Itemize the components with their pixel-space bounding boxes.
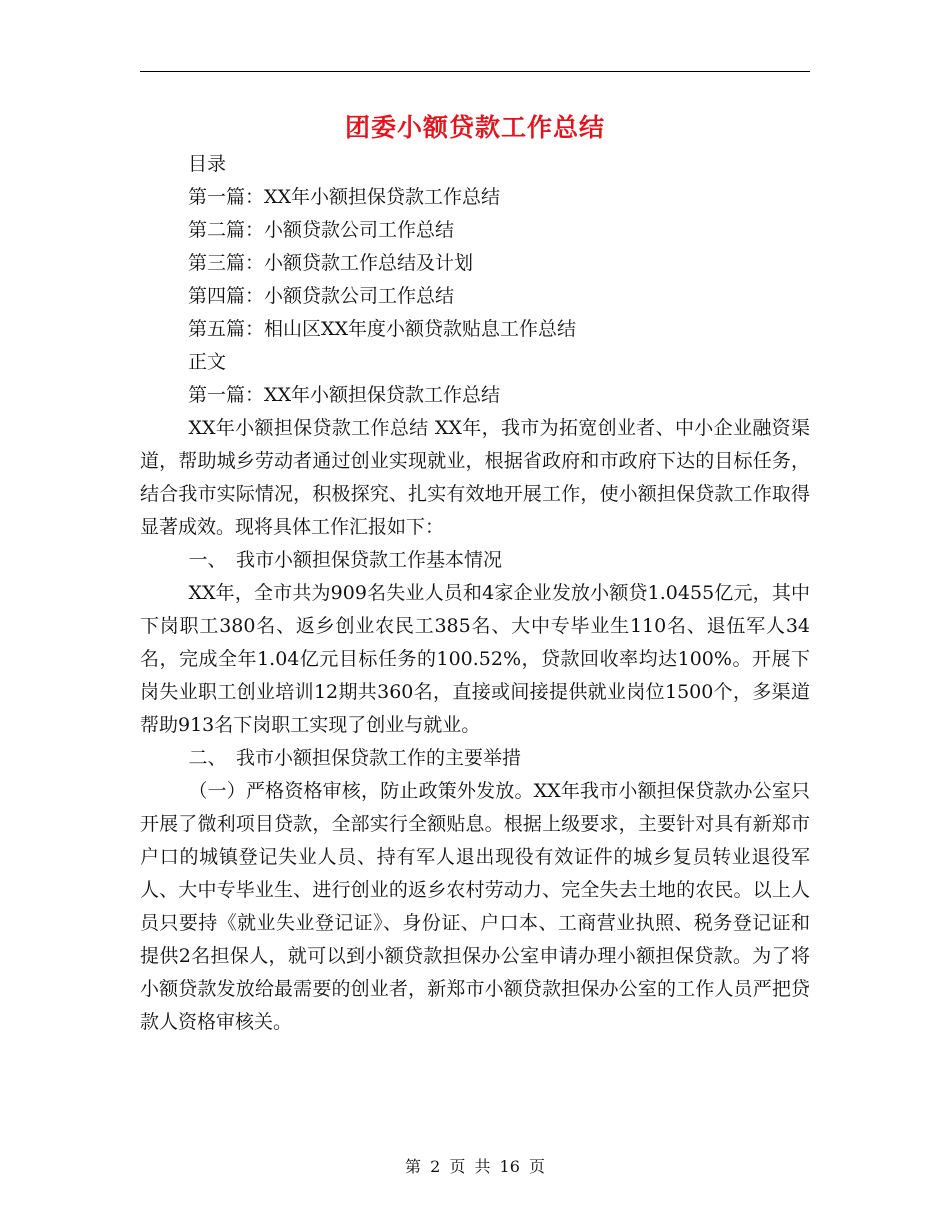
page-number: 第 2 页 共 16 页 — [405, 1157, 545, 1176]
toc-item: 第四篇：小额贷款公司工作总结 — [188, 285, 455, 307]
toc-item: 第一篇：XX年小额担保贷款工作总结 — [188, 186, 501, 208]
toc-heading: 目录 — [188, 153, 227, 175]
section-paragraph: （一）严格资格审核，防止政策外发放。XX年我市小额担保贷款办公室只开展了微利项目贷款，全部实行全额贴息。根据上级要求，主要针对具有新郑市户口的城镇登记失业人员、持有军人退出现役有效证件的城乡复员转业退役军人、大中专毕业生、进行创业的返乡农村劳动力、完全失去土地的农民。以上人员只要持《就业失业登记证》、身份证、户口本、工商营业执照、税务登记证和提供2名担保人，就可以到小额贷款担保办公室申请办理小额担保贷款。为了将小额贷款发放给最需要的创业者，新郑市小额贷款担保办公室的工作人员严把贷款人资格审核关。 — [140, 780, 810, 1033]
section-heading: 一、 我市小额担保贷款工作基本情况 — [188, 549, 502, 571]
toc-item: 第五篇：相山区XX年度小额贷款贴息工作总结 — [188, 318, 577, 340]
header-rule — [140, 71, 810, 72]
article-heading: 第一篇：XX年小额担保贷款工作总结 — [188, 384, 501, 406]
table-of-contents — [140, 181, 810, 346]
section-heading: 二、 我市小额担保贷款工作的主要举措 — [188, 747, 521, 769]
section-paragraph: XX年，全市共为909名失业人员和4家企业发放小额贷1.0455亿元，其中下岗职工380名、返乡创业农民工385名、大中专毕业生110名、退伍军人34名，完成全年1.04亿元目标任务的100.52%，贷款回收率均达100%。开展下岗失业职工创业培训12期共360名，直接或间接提供就业岗位1500个，多渠道帮助913名下岗职工实现了创业与就业。 — [140, 582, 810, 736]
toc-item: 第三篇：小额贷款工作总结及计划 — [188, 252, 474, 274]
intro-paragraph: XX年小额担保贷款工作总结 XX年，我市为拓宽创业者、中小企业融资渠道，帮助城乡劳动者通过创业实现就业，根据省政府和市政府下达的目标任务，结合我市实际情况，积极探究、扎实有效地开展工作，使小额担保贷款工作取得显著成效。现将具体工作汇报如下： — [140, 417, 810, 538]
toc-item: 第二篇：小额贷款公司工作总结 — [188, 219, 455, 241]
document-title: 团委小额贷款工作总结 — [344, 113, 605, 142]
document-body — [140, 148, 810, 1039]
body-heading: 正文 — [188, 351, 227, 373]
